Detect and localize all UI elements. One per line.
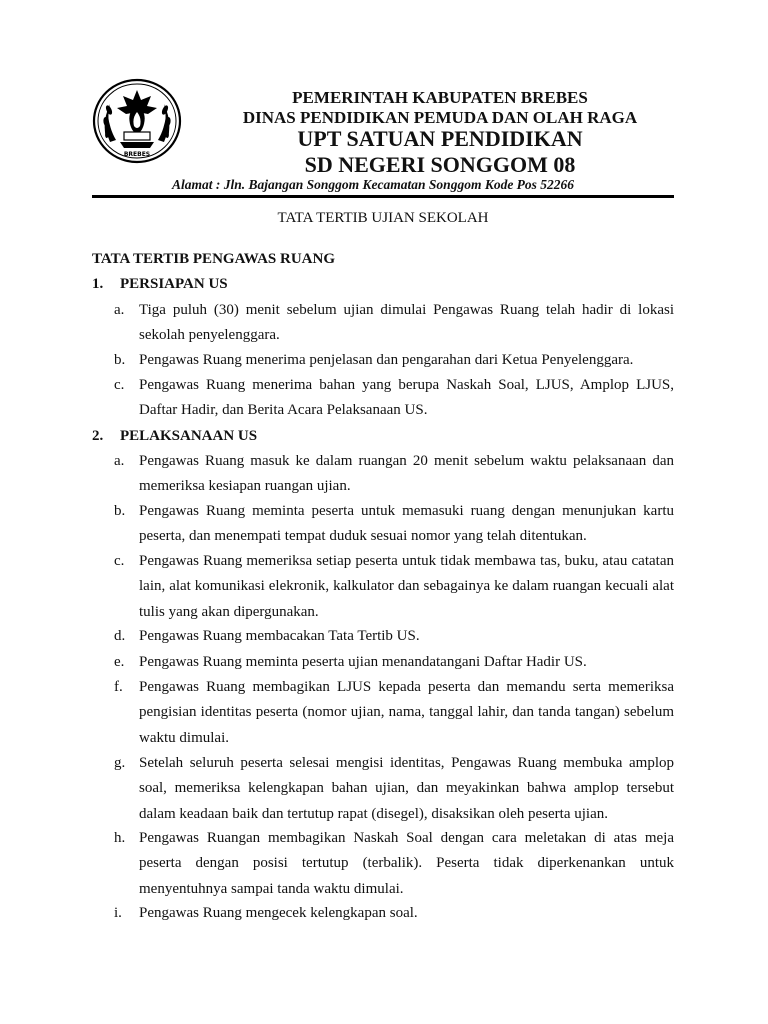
list-item-letter: i.: [114, 905, 122, 921]
brebes-emblem-icon: [92, 76, 182, 166]
list-item-text: Tiga puluh (30) menit sebelum ujian dimulai Pengawas Ruang telah hadir di lokasi sekolah penyelenggara.: [139, 302, 674, 344]
list-item-text: Pengawas Ruang masuk ke dalam ruangan 20 menit sebelum waktu pelaksanaan dan memeriksa kesiapan ruangan ujian.: [139, 453, 674, 495]
list-item-text: Pengawas Ruang menerima penjelasan dan pengarahan dari Ketua Penyelenggara.: [139, 352, 634, 368]
letterhead-unit: UPT SATUAN PENDIDIKAN: [297, 126, 583, 151]
part-heading-label: PELAKSANAAN US: [120, 428, 258, 444]
list-item-letter: a.: [114, 453, 125, 469]
list-item: [114, 624, 674, 649]
letterhead-school: SD NEGERI SONGGOM 08: [304, 152, 576, 177]
list-item-letter: h.: [114, 830, 126, 846]
list-item-letter: c.: [114, 377, 125, 393]
list-item-letter: e.: [114, 654, 125, 670]
list-item-text: Pengawas Ruang mengecek kelengkapan soal.: [139, 905, 418, 921]
list-item-text: Pengawas Ruang menerima bahan yang berupa Naskah Soal, LJUS, Amplop LJUS, Daftar Hadir, dan Berita Acara Pelaksanaan US.: [139, 377, 674, 419]
list-item: [114, 499, 674, 550]
list-item: [114, 449, 674, 500]
letterhead-divider: [92, 195, 674, 198]
list-item: [114, 348, 674, 373]
part-heading-label: PERSIAPAN US: [120, 276, 228, 292]
list-item-text: Setelah seluruh peserta selesai mengisi identitas, Pengawas Ruang membuka amplop soal, memeriksa kelengkapan bahan ujian, dan meyakinkan bahwa amplop tersebut dalam keadaan baik dan tertutup rapat (disegel), disaksikan oleh peserta ujian.: [139, 755, 674, 822]
part-heading-pelaksanaan: [92, 428, 257, 445]
svg-text:BREBES: BREBES: [123, 151, 151, 158]
part-number: 1.: [92, 276, 104, 292]
list-item: [114, 751, 674, 827]
list-item-letter: b.: [114, 503, 126, 519]
list-item: [114, 901, 674, 926]
list-item: [114, 549, 674, 625]
list-item: [114, 826, 674, 902]
letterhead-address: Alamat : Jln. Bajangan Songgom Kecamatan Songgom Kode Pos 52266: [172, 177, 575, 192]
letterhead-department: DINAS PENDIDIKAN PEMUDA DAN OLAH RAGA: [242, 108, 638, 127]
list-item-text: Pengawas Ruang meminta peserta ujian menandatangani Daftar Hadir US.: [139, 654, 587, 670]
list-item-text: Pengawas Ruang meminta peserta untuk memasuki ruang dengan menunjukan kartu peserta, dan menempati tempat duduk sesuai nomor yang telah ditentukan.: [139, 503, 674, 545]
list-item: [114, 373, 674, 424]
list-item-text: Pengawas Ruang membagikan LJUS kepada peserta dan memandu serta memeriksa pengisian identitas peserta (nomor ujian, nama, tanggal lahir, dan tanda tangan) sebelum waktu dimulai.: [139, 679, 674, 746]
list-item: [114, 298, 674, 349]
list-item-text: Pengawas Ruang memeriksa setiap peserta untuk tidak membawa tas, buku, atau catatan lain, alat komunikasi elekronik, kalkulator dan sebagainya ke dalam ruangan kecuali alat tulis yang akan dipergunakan.: [139, 553, 674, 620]
document-title: TATA TERTIB UJIAN SEKOLAH: [277, 210, 489, 226]
list-item-text: Pengawas Ruang membacakan Tata Tertib US.: [139, 628, 420, 644]
list-item-letter: f.: [114, 679, 123, 695]
list-item-letter: g.: [114, 755, 126, 771]
list-item-letter: b.: [114, 352, 126, 368]
list-item: [114, 650, 674, 675]
list-item-letter: a.: [114, 302, 125, 318]
letterhead-government: PEMERINTAH KABUPATEN BREBES: [292, 88, 588, 107]
section-title: TATA TERTIB PENGAWAS RUANG: [92, 251, 335, 267]
list-item-letter: d.: [114, 628, 126, 644]
part-number: 2.: [92, 428, 104, 444]
list-item-letter: c.: [114, 553, 125, 569]
part-heading-persiapan: [92, 276, 228, 293]
list-item: [114, 675, 674, 751]
list-item-text: Pengawas Ruangan membagikan Naskah Soal dengan cara meletakan di atas meja peserta dengan posisi tertutup (terbalik). Peserta tidak diperkenankan untuk menyentuhnya sampai tanda waktu dimulai.: [139, 830, 674, 897]
